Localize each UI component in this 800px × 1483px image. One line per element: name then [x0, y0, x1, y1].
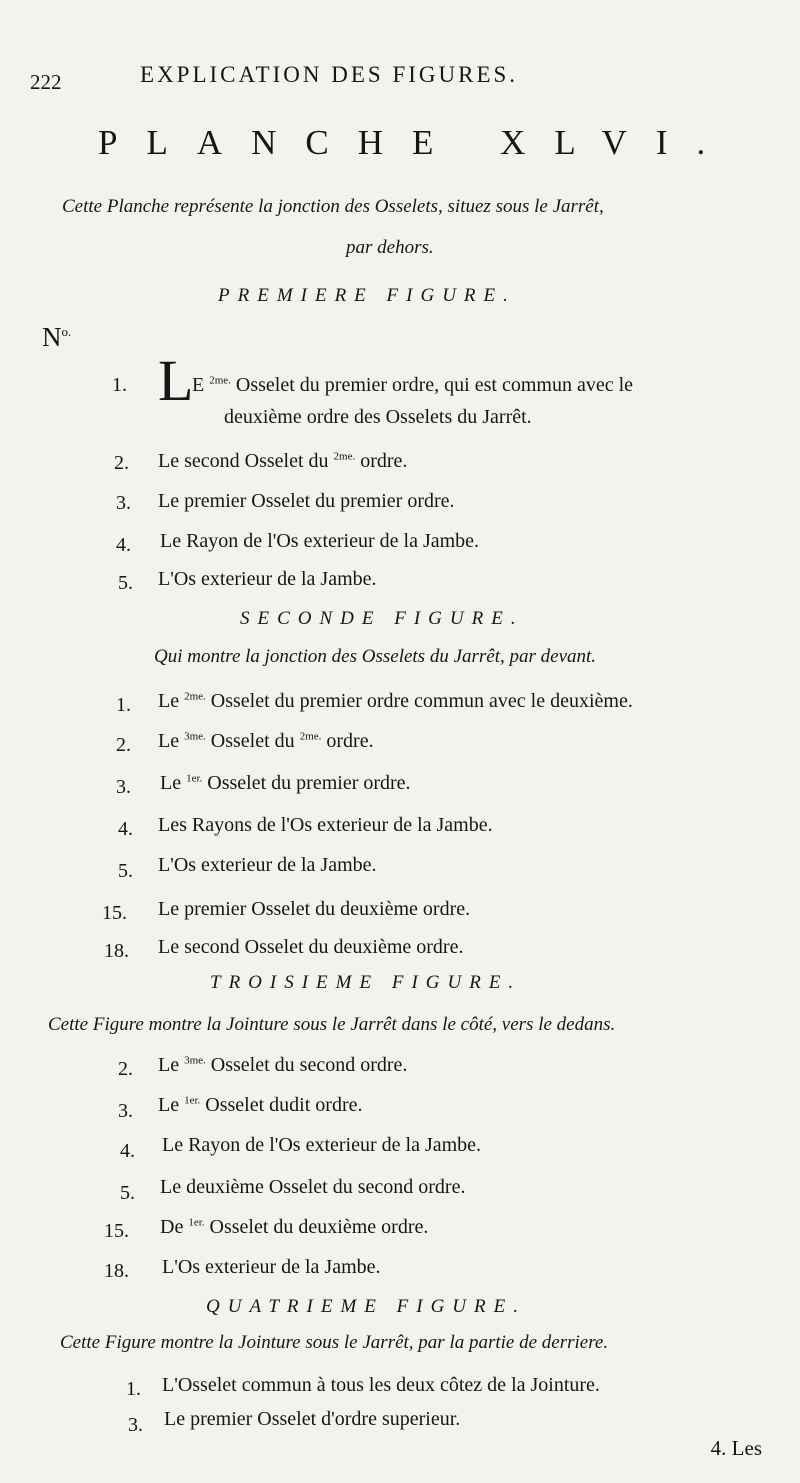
- fig4-item3-text: Le premier Osselet d'ordre superieur.: [164, 1408, 461, 1430]
- number-heading-label: N: [42, 322, 62, 352]
- fig2-item2-number: 2.: [116, 734, 131, 756]
- catchword: 4. Les: [710, 1436, 762, 1460]
- fig1-item1-continuation: deuxième ordre des Osselets du Jarrêt.: [224, 406, 532, 428]
- figure-3-title: TROISIEME FIGURE.: [210, 972, 522, 993]
- fig2-item3-number: 3.: [116, 776, 131, 798]
- fig2-item4-text: Les Rayons de l'Os exterieur de la Jambe.: [158, 814, 493, 836]
- fig3-item18-text: L'Os exterieur de la Jambe.: [162, 1256, 381, 1278]
- fig2-item1-text: Le $^{2me.}$ Osselet du premier ordre commun avec le deuxième.: [158, 690, 633, 712]
- fig3-item2-text: Le $^{3me.}$ Osselet du second ordre.: [158, 1054, 408, 1076]
- fig1-item1-text: E $^{2me.}$ Osselet du premier ordre, qui est commun avec le: [192, 374, 634, 396]
- fig2-item2-text: Le $^{3me.}$ Osselet du $^{2me.}$ ordre.: [158, 730, 374, 752]
- fig2-item5-text: L'Os exterieur de la Jambe.: [158, 854, 377, 876]
- fig3-item5-number: 5.: [120, 1182, 135, 1204]
- fig3-item2-number: 2.: [118, 1058, 133, 1080]
- figure-1-title: PREMIERE FIGURE.: [218, 285, 516, 306]
- fig1-item3-number: 3.: [116, 492, 131, 514]
- fig3-item18-number: 18.: [104, 1260, 129, 1282]
- plate-description-line1: Cette Planche représente la jonction des Osselets, situez sous le Jarrêt,: [62, 196, 604, 217]
- fig2-item3-text: Le $^{1er.}$ Osselet du premier ordre.: [160, 772, 411, 794]
- number-heading-sup: o.: [61, 324, 72, 339]
- plate-description-line2: par dehors.: [346, 237, 434, 258]
- fig1-item5-text: L'Os exterieur de la Jambe.: [158, 568, 377, 590]
- fig2-item4-number: 4.: [118, 818, 133, 840]
- figure-4-title: QUATRIEME FIGURE.: [206, 1296, 526, 1317]
- fig1-item3-text: Le premier Osselet du premier ordre.: [158, 490, 455, 512]
- fig4-item1-text: L'Osselet commun à tous les deux côtez de la Jointure.: [162, 1374, 600, 1396]
- fig2-item18-text: Le second Osselet du deuxième ordre.: [158, 936, 464, 958]
- fig3-item4-text: Le Rayon de l'Os exterieur de la Jambe.: [162, 1134, 482, 1156]
- running-head: EXPLICATION DES FIGURES.: [140, 62, 519, 87]
- fig1-item2-text: Le second Osselet du $^{2me.}$ ordre.: [158, 450, 408, 472]
- fig1-item5-number: 5.: [118, 572, 133, 594]
- number-heading: [42, 322, 71, 353]
- drop-cap: L: [158, 348, 194, 413]
- figure-2-description: Qui montre la jonction des Osselets du Jarrêt, par devant.: [154, 646, 597, 667]
- fig2-item1-number: 1.: [116, 694, 131, 716]
- figure-3-description: Cette Figure montre la Jointure sous le Jarrêt dans le côté, vers le dedans.: [48, 1014, 616, 1035]
- plate-title: PLANCHE XLVI.: [98, 123, 735, 162]
- fig3-item3-text: Le $^{1er.}$ Osselet dudit ordre.: [158, 1094, 363, 1116]
- fig2-item15-number: 15.: [102, 902, 127, 924]
- fig3-item15-number: 15.: [104, 1220, 129, 1242]
- fig1-item4-number: 4.: [116, 534, 131, 556]
- fig2-item15-text: Le premier Osselet du deuxième ordre.: [158, 898, 471, 920]
- fig1-item2-number: 2.: [114, 452, 129, 474]
- fig1-item1-number: 1.: [112, 374, 127, 396]
- fig3-item5-text: Le deuxième Osselet du second ordre.: [160, 1176, 466, 1198]
- fig2-item18-number: 18.: [104, 940, 129, 962]
- figure-2-title: SECONDE FIGURE.: [240, 608, 524, 629]
- fig4-item1-number: 1.: [126, 1378, 141, 1400]
- fig1-item4-text: Le Rayon de l'Os exterieur de la Jambe.: [160, 530, 480, 552]
- page-number: 222: [30, 70, 62, 94]
- fig2-item5-number: 5.: [118, 860, 133, 882]
- fig4-item3-number: 3.: [128, 1414, 143, 1436]
- figure-4-description: Cette Figure montre la Jointure sous le Jarrêt, par la partie de derriere.: [60, 1332, 609, 1353]
- fig3-item4-number: 4.: [120, 1140, 135, 1162]
- fig3-item15-text: De $^{1er.}$ Osselet du deuxième ordre.: [160, 1216, 429, 1238]
- fig3-item3-number: 3.: [118, 1100, 133, 1122]
